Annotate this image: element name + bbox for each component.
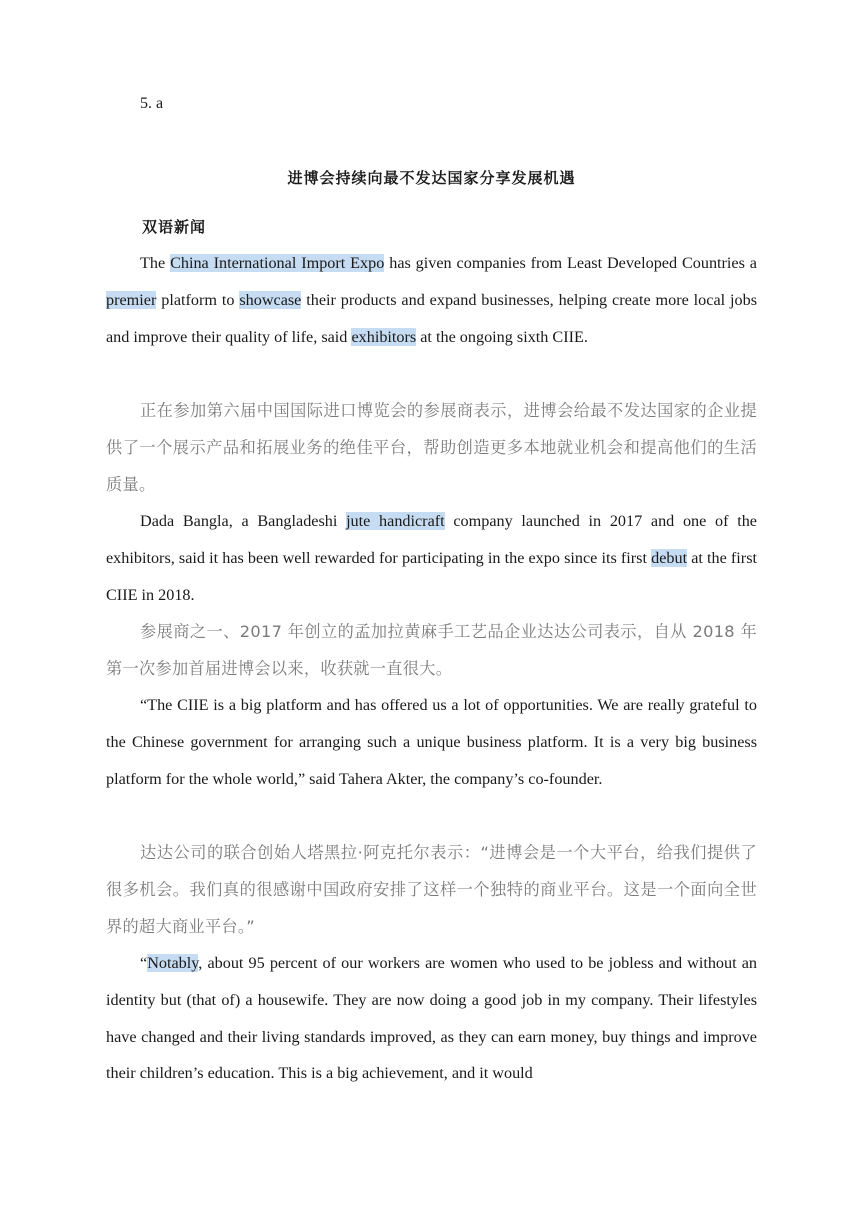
english-paragraph-3: “The CIIE is a big platform and has offered us a lot of opportunities. We are really grateful to the Chinese government for arranging such a unique business platform. It is a very big business platform for the whole world,” said Tahera Akter, the company’s co-founder. [106, 696, 757, 788]
text-span: The [140, 254, 171, 272]
text-span: , about 95 percent of our workers are women who used to be jobless and without an identity but (that of) a housewife. They are now doing a good job in my company. Their lifestyles have changed and their living standards improved, as they can earn money, buy things and improve their children’s education. This is a big achievement, and it would [106, 954, 757, 1083]
highlighted-term: debut [651, 548, 688, 567]
english-paragraph-2 [106, 503, 757, 613]
chinese-paragraph-1: 正在参加第六届中国国际进口博览会的参展商表示，进博会给最不发达国家的企业提供了一个展示产品和拓展业务的绝佳平台，帮助创造更多本地就业机会和提高他们的生活质量。 [106, 401, 757, 494]
answer-line: 5. a [140, 95, 164, 112]
text-span: Dada Bangla, a Bangladeshi [140, 512, 347, 530]
text-span: company launched in 2017 and one of the exhibitors, said it has been well rewarded for participating in the expo since its first [106, 512, 757, 567]
english-paragraph-1 [106, 245, 757, 355]
english-paragraph-4 [106, 945, 757, 1092]
text-span: at the ongoing sixth CIIE. [416, 327, 588, 346]
section-label: 双语新闻 [142, 218, 207, 236]
chinese-paragraph-2: 参展商之一、2017 年创立的孟加拉黄麻手工艺品企业达达公司表示，自从 2018 年第一次参加首届进博会以来，收获就一直很大。 [106, 622, 757, 678]
text-span: their products and expand businesses, helping create more local jobs and improve their quality of life, said [106, 290, 757, 346]
highlighted-term: premier [106, 290, 157, 309]
text-span: platform to [156, 290, 240, 309]
highlighted-term: showcase [239, 290, 302, 309]
chinese-paragraph-3: 达达公司的联合创始人塔黑拉·阿克托尔表示：“进博会是一个大平台，给我们提供了很多机会。我们真的很感谢中国政府安排了这样一个独特的商业平台。这是一个面向全世界的超大商业平台。” [106, 843, 757, 936]
article-title: 进博会持续向最不发达国家分享发展机遇 [287, 169, 576, 187]
text-span: at the first CIIE in 2018. [106, 548, 757, 604]
highlighted-term: jute handicraft [346, 512, 445, 530]
highlighted-term: exhibitors [351, 327, 417, 346]
text-span: “ [140, 954, 148, 972]
highlighted-term: China International Import Expo [170, 254, 385, 272]
text-span: has given companies from Least Developed Countries a [384, 254, 757, 272]
highlighted-term: Notably [147, 954, 199, 972]
